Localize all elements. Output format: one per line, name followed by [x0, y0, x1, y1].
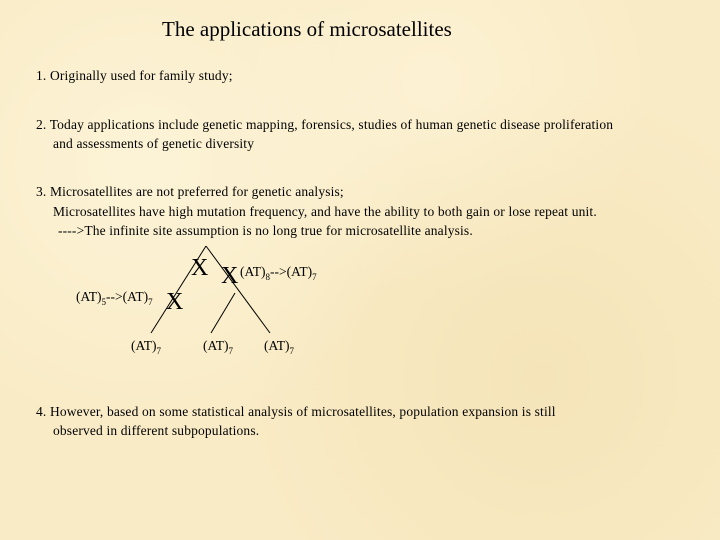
- leaf-subscript: 7: [289, 346, 294, 356]
- point-3-line-2: Microsatellites have high mutation frequency, and have the ability to both gain or lose repeat unit.: [53, 204, 597, 219]
- leaf-subscript: 7: [228, 346, 233, 356]
- leaf-base: (AT): [203, 338, 229, 353]
- transition-from-base: (AT): [240, 264, 266, 279]
- transition-from-subscript: 5: [101, 297, 106, 307]
- transition-from-subscript: 8: [265, 272, 270, 282]
- slide-title: The applications of microsatellites: [162, 17, 452, 41]
- leaf-label-1: [131, 338, 162, 356]
- point-4-line-2: observed in different subpopulations.: [53, 423, 260, 438]
- transition-to-base: (AT): [122, 289, 149, 304]
- point-2-line-2: and assessments of genetic diversity: [53, 136, 255, 151]
- transition-from-base: (AT): [76, 289, 102, 304]
- point-4-line-1: 4. However, based on some statistical analysis of microsatellites, population expansion is still: [36, 404, 556, 419]
- leaf-base: (AT): [131, 338, 157, 353]
- leaf-base: (AT): [264, 338, 290, 353]
- transition-arrow: -->: [270, 264, 287, 279]
- transition-label-lower: [76, 289, 153, 307]
- branch-root-right: [206, 246, 270, 333]
- point-1: 1. Originally used for family study;: [36, 68, 233, 83]
- mutation-mark-x-top: X: [191, 255, 209, 281]
- point-3-line-3: ---->The infinite site assumption is no long true for microsatellite analysis.: [58, 223, 473, 238]
- leaf-subscript: 7: [156, 346, 161, 356]
- transition-to-subscript: 7: [148, 297, 153, 307]
- leaf-label-3: [264, 338, 295, 356]
- point-3-line-1: 3. Microsatellites are not preferred for genetic analysis;: [36, 184, 344, 199]
- mutation-mark-x-left: X: [166, 289, 184, 315]
- mutation-mark-x-right: X: [221, 263, 239, 289]
- transition-arrow: -->: [106, 289, 123, 304]
- transition-to-subscript: 7: [312, 272, 317, 282]
- point-2-line-1: 2. Today applications include genetic mapping, forensics, studies of human genetic disease proliferation: [36, 117, 614, 132]
- leaf-label-2: [203, 338, 234, 356]
- transition-label-upper: [240, 264, 317, 282]
- branch-inner-middle: [211, 293, 235, 333]
- transition-to-base: (AT): [286, 264, 313, 279]
